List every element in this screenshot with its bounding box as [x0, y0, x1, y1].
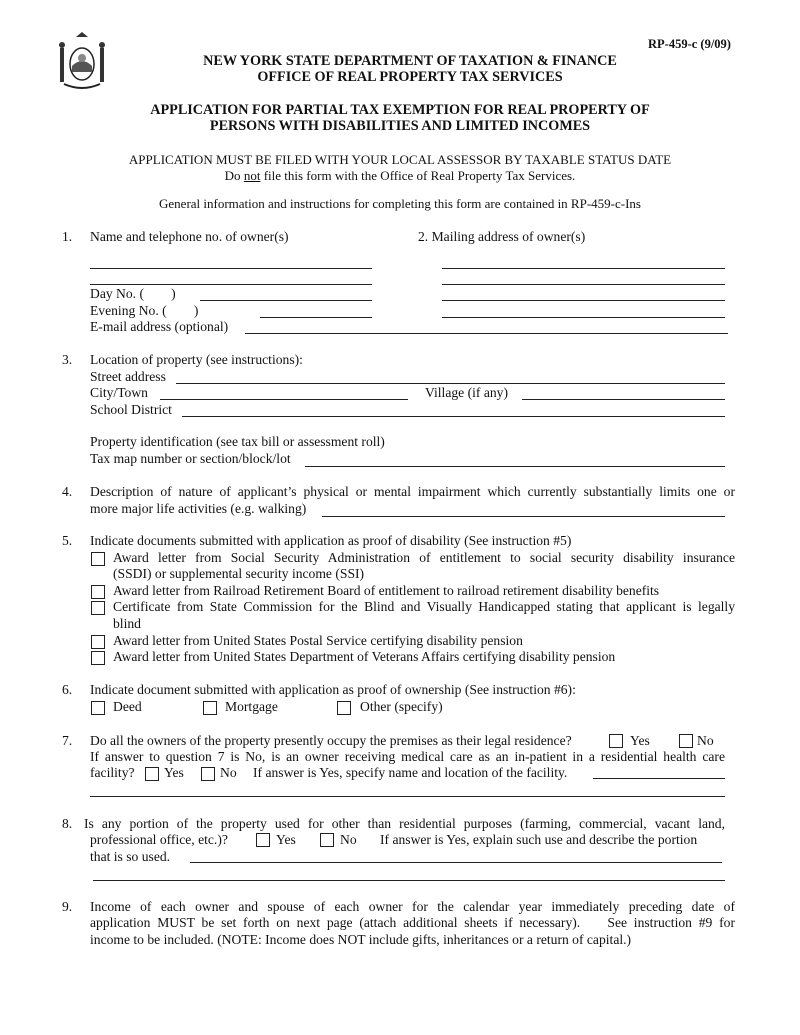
blind-checkbox[interactable] [91, 601, 105, 615]
city-label: City/Town [90, 385, 148, 400]
q1-number: 1. [62, 229, 73, 244]
deed-checkbox[interactable] [91, 701, 105, 715]
q8-field-2[interactable] [93, 880, 725, 881]
q7-line2: If answer to question 7 is No, is an owner receiving medical care as an in-patient in a residential health care [90, 749, 725, 764]
q2-label: 2. Mailing address of owner(s) [418, 229, 586, 244]
street-label: Street address [90, 369, 166, 384]
school-label: School District [90, 402, 172, 417]
mailing-address-line-4[interactable] [442, 317, 725, 318]
q8-line1: Is any portion of the property used for other than residential purposes (farming, commercial, vacant land, [84, 816, 725, 831]
q7-number: 7. [62, 733, 73, 748]
q6-label: Indicate document submitted with application as proof of ownership (See instruction #6): [90, 682, 576, 697]
q9-line2: application MUST be set forth on next page (attach additional sheets if necessary). See instruction #9 for [90, 915, 735, 930]
blind-label-cont: blind [113, 616, 141, 631]
impairment-field[interactable] [322, 516, 725, 517]
owner-name-line-1[interactable] [90, 268, 372, 269]
village-field[interactable] [522, 399, 725, 400]
q3-number: 3. [62, 352, 73, 367]
q4-number: 4. [62, 484, 73, 499]
ssdi-label-cont: (SSDI) or supplemental security income (SSI) [113, 566, 365, 581]
facility-no-label: No [220, 765, 237, 780]
notice-text: Do [224, 168, 244, 183]
railroad-checkbox[interactable] [91, 585, 105, 599]
village-label: Village (if any) [425, 385, 508, 400]
veterans-checkbox[interactable] [91, 651, 105, 665]
facility-yes-label: Yes [164, 765, 184, 780]
q8-field-1[interactable] [190, 862, 722, 863]
header-line1: NEW YORK STATE DEPARTMENT OF TAXATION & FINANCE [203, 53, 617, 69]
email-label: E-mail address (optional) [90, 319, 229, 334]
city-field[interactable] [160, 399, 408, 400]
tax-map-label: Tax map number or section/block/lot [90, 451, 291, 466]
mailing-address-line-2[interactable] [442, 284, 725, 285]
school-field[interactable] [182, 416, 725, 417]
q7-no-label: No [697, 733, 714, 748]
q7-yes-label: Yes [630, 733, 650, 748]
other-checkbox[interactable] [337, 701, 351, 715]
q4-line2: more major life activities (e.g. walking) [90, 501, 307, 516]
q7-facility-instruction: If answer is Yes, specify name and location of the facility. [253, 765, 568, 780]
q7-line1: Do all the owners of the property presently occupy the premises as their legal residence? [90, 733, 572, 748]
prop-id-label: Property identification (see tax bill or assessment roll) [90, 434, 385, 449]
notice-line1: APPLICATION MUST BE FILED WITH YOUR LOCAL ASSESSOR BY TAXABLE STATUS DATE [128, 152, 672, 167]
q5-number: 5. [62, 533, 73, 548]
q1-label: Name and telephone no. of owner(s) [90, 229, 289, 244]
q7-yes-checkbox[interactable] [609, 734, 623, 748]
general-info: General information and instructions for completing this form are contained in RP-459-c-Ins [159, 196, 641, 211]
q9-line3: income to be included. (NOTE: Income does NOT include gifts, inheritances or a return of capital.) [90, 932, 632, 947]
deed-label: Deed [113, 699, 142, 714]
mortgage-checkbox[interactable] [203, 701, 217, 715]
evening-phone-label: Evening No. ( ) [90, 303, 199, 318]
street-field[interactable] [176, 383, 725, 384]
postal-checkbox[interactable] [91, 635, 105, 649]
q4-line1: Description of nature of applicant’s physical or mental impairment which currently substantially limits one or [90, 484, 735, 499]
q8-line3: that is so used. [90, 849, 171, 864]
q7-no-checkbox[interactable] [679, 734, 693, 748]
title-line2: PERSONS WITH DISABILITIES AND LIMITED INCOMES [209, 118, 591, 134]
facility-no-checkbox[interactable] [201, 767, 215, 781]
title-line1: APPLICATION FOR PARTIAL TAX EXEMPTION FOR REAL PROPERTY OF [150, 102, 650, 118]
q8-line2a: professional office, etc.)? [90, 832, 228, 847]
q8-yes-checkbox[interactable] [256, 833, 270, 847]
mailing-address-line-1[interactable] [442, 268, 725, 269]
facility-field-1[interactable] [593, 778, 725, 779]
tax-map-field[interactable] [305, 466, 725, 467]
owner-name-line-2[interactable] [90, 284, 372, 285]
veterans-label: Award letter from United States Department of Veterans Affairs certifying disability pension [113, 649, 616, 664]
q8-number: 8. [62, 816, 73, 831]
q9-number: 9. [62, 899, 73, 914]
mortgage-label: Mortgage [225, 699, 278, 714]
notice-line2 [0, 168, 800, 184]
mailing-address-line-3[interactable] [442, 300, 725, 301]
q8-yes-label: Yes [276, 832, 296, 847]
blind-label: Certificate from State Commission for the Blind and Visually Handicapped stating that applicant is legally [113, 599, 735, 614]
facility-field-2[interactable] [90, 796, 725, 797]
q5-label: Indicate documents submitted with application as proof of disability (See instruction #5) [90, 533, 572, 548]
email-field[interactable] [245, 333, 728, 334]
evening-phone-field[interactable] [260, 317, 372, 318]
q3-label: Location of property (see instructions): [90, 352, 303, 367]
q8-no-checkbox[interactable] [320, 833, 334, 847]
notice-text: file this form with the Office of Real Property Tax Services. [260, 168, 576, 183]
q8-no-label: No [340, 832, 357, 847]
header-line2: OFFICE OF REAL PROPERTY TAX SERVICES [257, 69, 563, 85]
form-id: RP-459-c (9/09) [648, 37, 731, 51]
postal-label: Award letter from United States Postal Service certifying disability pension [113, 633, 523, 648]
ssdi-checkbox[interactable] [91, 552, 105, 566]
q8-line2b: If answer is Yes, explain such use and describe the portion [380, 832, 698, 847]
day-phone-field[interactable] [200, 300, 372, 301]
notice-not: not [243, 168, 261, 183]
facility-yes-checkbox[interactable] [145, 767, 159, 781]
day-phone-label: Day No. ( ) [90, 286, 176, 301]
railroad-label: Award letter from Railroad Retirement Board of entitlement to railroad retirement disability benefits [113, 583, 660, 598]
ssdi-label: Award letter from Social Security Administration of entitlement to social security disability insurance [113, 550, 735, 565]
q9-line1: Income of each owner and spouse of each owner for the calendar year immediately preceding date of [90, 899, 735, 914]
q6-number: 6. [62, 682, 73, 697]
q7-facility-label: facility? [90, 765, 135, 780]
other-label: Other (specify) [360, 699, 443, 714]
